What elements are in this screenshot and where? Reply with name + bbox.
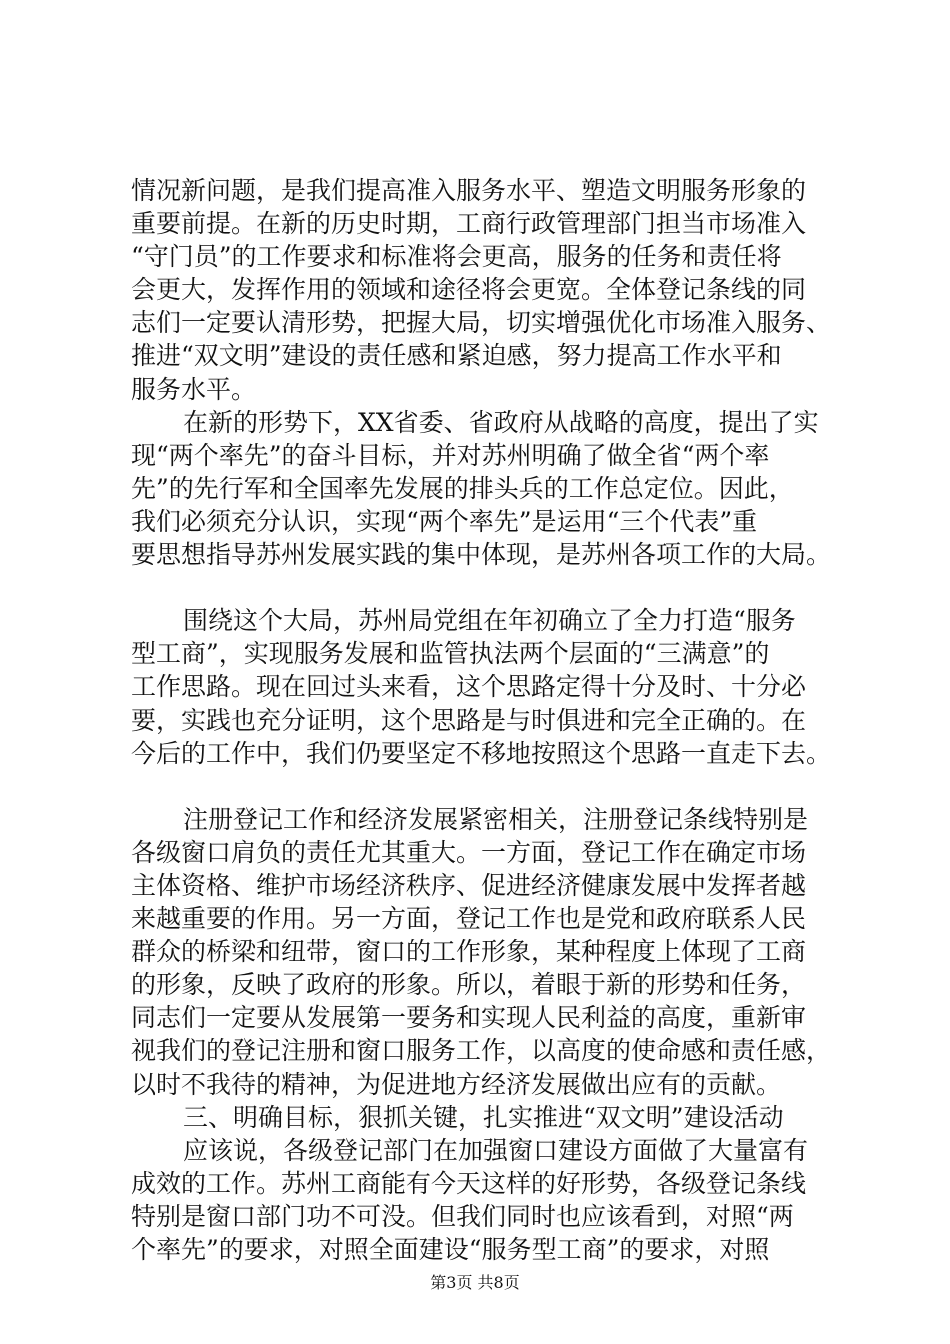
paragraph-start-line xyxy=(131,803,843,836)
text-line: 会更大，发挥作用的领域和途径将会更宽。全体登记条线的同 xyxy=(131,275,807,305)
text-line: 先”的先行军和全国率先发展的排头兵的工作总定位。因此， xyxy=(131,473,794,503)
text-line: 来越重要的作用。另一方面，登记工作也是党和政府联系人民 xyxy=(131,904,807,934)
text-line: 个率先”的要求，对照全面建设“服务型工商”的要求，对照 xyxy=(131,1235,770,1264)
page-footer: 第3页 共8页 xyxy=(430,1273,520,1292)
section-heading xyxy=(131,1101,843,1134)
paragraph-start-line xyxy=(131,406,843,439)
text-line: 型工商”，实现服务发展和监管执法两个层面的“三满意”的 xyxy=(131,639,770,669)
paragraph-gap xyxy=(131,571,843,604)
text-line: 视我们的登记注册和窗口服务工作，以高度的使命感和责任感， xyxy=(131,1036,832,1066)
text-line: 主体资格、维护市场经济秩序、促进经济健康发展中发挥者越 xyxy=(131,870,807,900)
paragraph-start-line xyxy=(131,604,843,637)
text-line: 在新的形势下，XX省委、省政府从战略的高度，提出了实 xyxy=(183,407,819,437)
text-line: 服务水平。 xyxy=(131,374,257,404)
text-line: 各级窗口肩负的责任尤其重大。一方面，登记工作在确定市场 xyxy=(131,837,807,867)
text-line: 围绕这个大局，苏州局党组在年初确立了全力打造“服务 xyxy=(183,606,796,636)
text-line: 现“两个率先”的奋斗目标，并对苏州明确了做全省“两个率 xyxy=(131,440,770,470)
text-line: 以时不我待的精神，为促进地方经济发展做出应有的贡献。 xyxy=(131,1069,782,1099)
text-line: 我们必须充分认识，实现“两个率先”是运用“三个代表”重 xyxy=(131,506,758,536)
text-line: 群众的桥梁和纽带，窗口的工作形象，某种程度上体现了工商 xyxy=(131,937,807,967)
text-line: 要，实践也充分证明，这个思路是与时俱进和完全正确的。在 xyxy=(131,705,807,735)
text-line: 特别是窗口部门功不可没。但我们同时也应该看到，对照“两 xyxy=(131,1201,794,1231)
text-line: 工作思路。现在回过头来看，这个思路定得十分及时、十分必 xyxy=(131,672,807,702)
paragraph-gap xyxy=(131,770,843,803)
text-line: 的形象，反映了政府的形象。所以，着眼于新的形势和任务， xyxy=(131,970,807,1000)
text-line: 应该说，各级登记部门在加强窗口建设方面做了大量富有 xyxy=(183,1135,809,1165)
section-heading-text: 三、明确目标，狠抓关键，扎实推进“双文明”建设活动 xyxy=(183,1102,784,1132)
body-text xyxy=(131,174,843,1266)
text-line: 注册登记工作和经济发展紧密相关，注册登记条线特别是 xyxy=(183,804,809,834)
text-line: 要思想指导苏州发展实践的集中体现，是苏州各项工作的大局。 xyxy=(131,540,832,570)
text-line: “守门员”的工作要求和标准将会更高，服务的任务和责任将 xyxy=(131,242,782,272)
text-line: 同志们一定要从发展第一要务和实现人民利益的高度，重新审 xyxy=(131,1003,807,1033)
paragraph-start-line xyxy=(131,1134,843,1167)
text-line: 成效的工作。苏州工商能有今天这样的好形势，各级登记条线 xyxy=(131,1168,807,1198)
text-line: 志们一定要认清形势，把握大局，切实增强优化市场准入服务、 xyxy=(131,308,832,338)
text-line: 重要前提。在新的历史时期，工商行政管理部门担当市场准入 xyxy=(131,209,807,239)
text-line: 今后的工作中，我们仍要坚定不移地按照这个思路一直走下去。 xyxy=(131,738,832,768)
text-line: 推进“双文明”建设的责任感和紧迫感，努力提高工作水平和 xyxy=(131,341,782,371)
text-line: 情况新问题，是我们提高准入服务水平、塑造文明服务形象的 xyxy=(131,176,807,205)
